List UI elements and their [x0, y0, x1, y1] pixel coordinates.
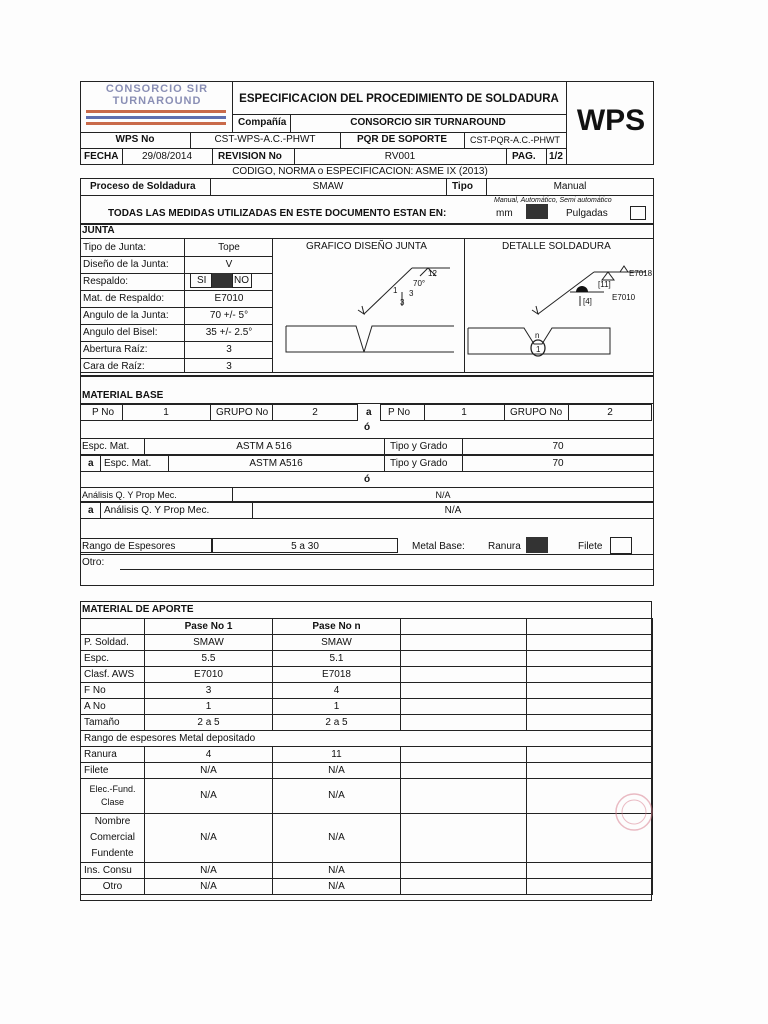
detail-label-e7018: E7018 — [629, 269, 653, 278]
rango-depositado: Rango de espesores Metal depositado — [81, 731, 653, 747]
aporte-value-pase1: 1 — [145, 699, 273, 715]
a-tipo-grado-label: Tipo y Grado — [390, 458, 448, 469]
a-label-3: a — [88, 505, 94, 516]
table-cell — [401, 619, 527, 635]
junta-row-label: Mat. de Respaldo: — [83, 293, 165, 304]
elec-fund-line2: Clase — [100, 797, 124, 807]
aporte-value-pase1: SMAW — [145, 635, 273, 651]
table-cell — [401, 667, 527, 683]
otro-label: Otro: — [82, 557, 105, 568]
junta-row-value: 3 — [226, 344, 232, 355]
table-cell — [527, 699, 653, 715]
otro-aporte-label: Otro — [81, 879, 145, 895]
pqr-value: CST-PQR-A.C.-PHWT — [470, 135, 560, 145]
table-cell — [527, 683, 653, 699]
detail-label-1: 1 — [536, 345, 541, 354]
nombre-line2: Comercial — [89, 832, 135, 843]
grupo-label-2: GRUPO No — [510, 407, 563, 418]
divider — [384, 455, 385, 472]
company-value: CONSORCIO SIR TURNAROUND — [350, 117, 506, 128]
respaldo-no: NO — [234, 275, 249, 286]
table-cell — [401, 763, 527, 779]
tipo-grado-value: 70 — [552, 441, 564, 452]
aporte-row-label: Tamaño — [81, 715, 145, 731]
otro-line — [120, 569, 654, 570]
company-logo: CONSORCIO SIR TURNAROUND — [105, 83, 209, 107]
junta-row-value: 3 — [226, 361, 232, 372]
detail-label-4: [4] — [583, 297, 592, 306]
col-pase-1: Pase No 1 — [145, 619, 273, 635]
tipo-options: Manual, Automático, Semi automático — [494, 197, 612, 204]
table-row — [81, 879, 653, 895]
aporte-table — [80, 618, 653, 895]
aporte-value-pasen: N/A — [273, 763, 401, 779]
table-row — [81, 763, 653, 779]
table-row — [81, 747, 653, 763]
weld-detail-graphic — [466, 254, 654, 370]
logo-stripe-red — [86, 110, 226, 113]
graphic-label-3b: 3 — [400, 298, 405, 307]
aporte-value-pase1: E7010 — [145, 667, 273, 683]
aporte-value-pasen: 11 — [273, 747, 401, 763]
junta-row-value: V — [225, 259, 233, 270]
junta-row-value: 70 +/- 5° — [209, 310, 249, 321]
divider — [80, 238, 654, 239]
wps-no-value: CST-WPS-A.C.-PHWT — [214, 134, 316, 145]
pulgadas-checkbox[interactable] — [630, 206, 646, 220]
divider — [232, 81, 233, 133]
detail-label-e7010: E7010 — [612, 293, 636, 302]
divider — [80, 256, 272, 257]
table-row — [81, 814, 653, 863]
table-cell — [527, 763, 653, 779]
filete-label: Filete — [578, 541, 603, 552]
divider — [80, 372, 654, 373]
graphic-label-3a: 3 — [409, 289, 414, 298]
table-cell — [401, 863, 527, 879]
p-no-value-1: 1 — [163, 407, 169, 418]
aporte-row-label: P. Soldad. — [81, 635, 145, 651]
divider — [384, 438, 385, 455]
wps-no-label: WPS No — [115, 134, 155, 145]
table-cell — [527, 863, 653, 879]
nombre-label — [81, 814, 145, 863]
divider — [232, 114, 566, 115]
p-no-value-2: 1 — [461, 407, 467, 418]
detail-label-11: [11] — [598, 280, 611, 289]
table-cell — [527, 879, 653, 895]
table-cell: N/A — [145, 879, 273, 895]
unit-mm: mm — [496, 208, 513, 219]
junta-row-label: Angulo del Bisel: — [83, 327, 158, 338]
pqr-label: PQR DE SOPORTE — [356, 134, 447, 145]
rango-label-box — [80, 538, 212, 553]
grupo-value-1: 2 — [312, 407, 318, 418]
fecha-label: FECHA — [84, 151, 119, 162]
nombre-line3: Fundente — [91, 848, 134, 859]
junta-row-label: Angulo de la Junta: — [83, 310, 169, 321]
junta-row-label: Respaldo: — [83, 276, 129, 287]
junta-row-label: Abertura Raíz: — [83, 344, 148, 355]
table-cell — [401, 699, 527, 715]
col-pase-n: Pase No n — [273, 619, 401, 635]
company-label: Compañía — [238, 117, 287, 128]
aporte-value-pasen: E7018 — [273, 667, 401, 683]
grupo-label-1: GRUPO No — [216, 407, 269, 418]
detalle-title: DETALLE SOLDADURA — [502, 241, 611, 252]
detail-label-n: n — [535, 331, 540, 340]
proceso-value: SMAW — [312, 181, 344, 192]
divider — [546, 148, 547, 165]
table-cell — [527, 715, 653, 731]
table-cell — [401, 879, 527, 895]
table-row — [81, 731, 653, 747]
nombre-line1: Nombre — [94, 816, 131, 827]
tipo-label: Tipo — [452, 181, 473, 192]
divider — [80, 290, 272, 291]
table-cell — [401, 747, 527, 763]
aporte-value-pasen: 1 — [273, 699, 401, 715]
table-cell — [401, 779, 527, 814]
seal-stamp — [612, 790, 656, 834]
junta-row-value: Tope — [218, 242, 240, 253]
rango-label: Rango de Espesores — [82, 541, 176, 552]
divider — [80, 554, 654, 555]
aporte-value-pase1: 4 — [145, 747, 273, 763]
aporte-row-label: Clasf. AWS — [81, 667, 145, 683]
fecha-value: 29/08/2014 — [141, 151, 193, 162]
table-cell — [527, 651, 653, 667]
table-row — [81, 651, 653, 667]
aporte-row-label: Espc. — [81, 651, 145, 667]
table-cell — [527, 747, 653, 763]
divider — [80, 148, 566, 149]
material-aporte-title: MATERIAL DE APORTE — [82, 604, 194, 615]
junta-row-label: Diseño de la Junta: — [83, 259, 169, 270]
graphic-label-1: 1 — [393, 286, 398, 295]
elec-fund-line1: Elec.-Fund. — [89, 784, 136, 794]
divider — [566, 81, 567, 165]
table-cell — [401, 814, 527, 863]
grupo-value-2: 2 — [607, 407, 613, 418]
table-cell: N/A — [145, 814, 273, 863]
proceso-label: Proceso de Soldadura — [90, 181, 196, 192]
respaldo-si: SI — [197, 275, 207, 286]
table-cell — [81, 619, 145, 635]
material-base-title: MATERIAL BASE — [82, 390, 164, 401]
p-no-label-2: P No — [388, 407, 411, 418]
divider — [212, 148, 213, 165]
divider — [272, 238, 273, 372]
ranura-label: Ranura — [488, 541, 521, 552]
table-row — [81, 635, 653, 651]
divider — [184, 238, 185, 372]
table-cell — [401, 715, 527, 731]
analisis-value: N/A — [435, 490, 451, 500]
rango-value: 5 a 30 — [291, 541, 319, 552]
table-cell: N/A — [273, 814, 401, 863]
revision-label: REVISION No — [218, 151, 282, 162]
grafico-title: GRAFICO DISEÑO JUNTA — [306, 241, 427, 252]
document-title: ESPECIFICACION DEL PROCEDIMIENTO DE SOLDADURA — [239, 93, 559, 105]
tipo-grado-label: Tipo y Grado — [390, 441, 448, 452]
divider — [210, 178, 211, 195]
table-cell — [527, 667, 653, 683]
mm-checkbox[interactable] — [526, 204, 548, 219]
divider — [504, 404, 505, 421]
logo-stripe-red — [86, 122, 226, 125]
table-cell: N/A — [145, 779, 273, 814]
aporte-value-pasen: 2 a 5 — [273, 715, 401, 731]
pag-value: 1/2 — [549, 151, 563, 162]
graphic-label-70: 70° — [413, 279, 426, 288]
a-tipo-grado-value: 70 — [552, 458, 564, 469]
divider — [80, 324, 272, 325]
filete-checkbox[interactable] — [610, 537, 632, 554]
a-espc-mat-value: ASTM A516 — [249, 458, 303, 469]
divider — [80, 341, 272, 342]
divider — [506, 148, 507, 165]
divider — [290, 114, 291, 132]
table-row — [81, 779, 653, 814]
table-cell: N/A — [273, 863, 401, 879]
divider — [210, 404, 211, 421]
o-separator: ó — [364, 422, 371, 433]
table-cell — [401, 683, 527, 699]
aporte-value-pasen: 4 — [273, 683, 401, 699]
a-analisis-value: N/A — [444, 505, 462, 516]
table-cell — [527, 619, 653, 635]
table-row — [81, 699, 653, 715]
medidas-note: TODAS LAS MEDIDAS UTILIZADAS EN ESTE DOCUMENTO ESTAN EN: — [108, 208, 447, 219]
junta-row-value: 35 +/- 2.5° — [205, 327, 253, 338]
table-cell: N/A — [145, 863, 273, 879]
junta-title: JUNTA — [82, 225, 115, 236]
junta-row-label: Tipo de Junta: — [83, 242, 147, 253]
divider — [80, 358, 272, 359]
elec-fund-label — [81, 779, 145, 814]
table-row — [81, 863, 653, 879]
divider — [80, 307, 272, 308]
table-cell: N/A — [273, 879, 401, 895]
metal-base-label: Metal Base: — [412, 541, 465, 552]
graphic-label-12: 12 — [428, 269, 437, 278]
divider — [464, 238, 465, 372]
analisis-label: Análisis Q. Y Prop Mec. — [82, 490, 177, 500]
logo-stripe-blue — [86, 116, 226, 119]
pag-label: PAG. — [512, 151, 536, 162]
aporte-value-pasen: 5.1 — [273, 651, 401, 667]
aporte-value-pase1: 2 a 5 — [145, 715, 273, 731]
a-analisis-label: Análisis Q. Y Prop Mec. — [104, 505, 210, 516]
aporte-row-label: Filete — [81, 763, 145, 779]
table-row — [81, 667, 653, 683]
a-label-2: a — [88, 458, 94, 469]
espc-mat-value: ASTM A 516 — [236, 441, 292, 452]
table-cell — [527, 635, 653, 651]
divider — [100, 502, 101, 519]
revision-value: RV001 — [384, 151, 416, 162]
table-cell — [401, 651, 527, 667]
a-espc-mat-label: Espc. Mat. — [104, 458, 152, 469]
aporte-row-label: A No — [81, 699, 145, 715]
aporte-value-pasen: SMAW — [273, 635, 401, 651]
aporte-value-pase1: 3 — [145, 683, 273, 699]
ins-consu-label: Ins. Consu — [81, 863, 145, 879]
aporte-row-label: Ranura — [81, 747, 145, 763]
aporte-row-label: F No — [81, 683, 145, 699]
aporte-value-pase1: 5.5 — [145, 651, 273, 667]
table-row — [81, 715, 653, 731]
divider — [100, 455, 101, 472]
o-separator-2: ó — [364, 474, 371, 485]
codigo-norma: CODIGO, NORMA o ESPECIFICACION: ASME IX (2013) — [232, 166, 488, 177]
table-cell — [401, 635, 527, 651]
table-cell: N/A — [273, 779, 401, 814]
ranura-checkbox[interactable] — [526, 537, 548, 553]
p-no-label: P No — [92, 407, 115, 418]
divider — [80, 132, 566, 133]
wps-badge: WPS — [576, 104, 646, 137]
junta-row-value: E7010 — [214, 293, 244, 304]
junta-row-label: Cara de Raíz: — [83, 361, 145, 372]
table-row — [81, 683, 653, 699]
aporte-value-pase1: N/A — [145, 763, 273, 779]
a-label: a — [366, 407, 372, 418]
table-header-row — [81, 619, 653, 635]
tipo-value: Manual — [553, 181, 587, 192]
espc-mat-label: Espc. Mat. — [82, 441, 130, 452]
unit-pulgadas: Pulgadas — [566, 208, 608, 219]
divider — [446, 178, 447, 195]
respaldo-si-mark — [212, 273, 232, 288]
